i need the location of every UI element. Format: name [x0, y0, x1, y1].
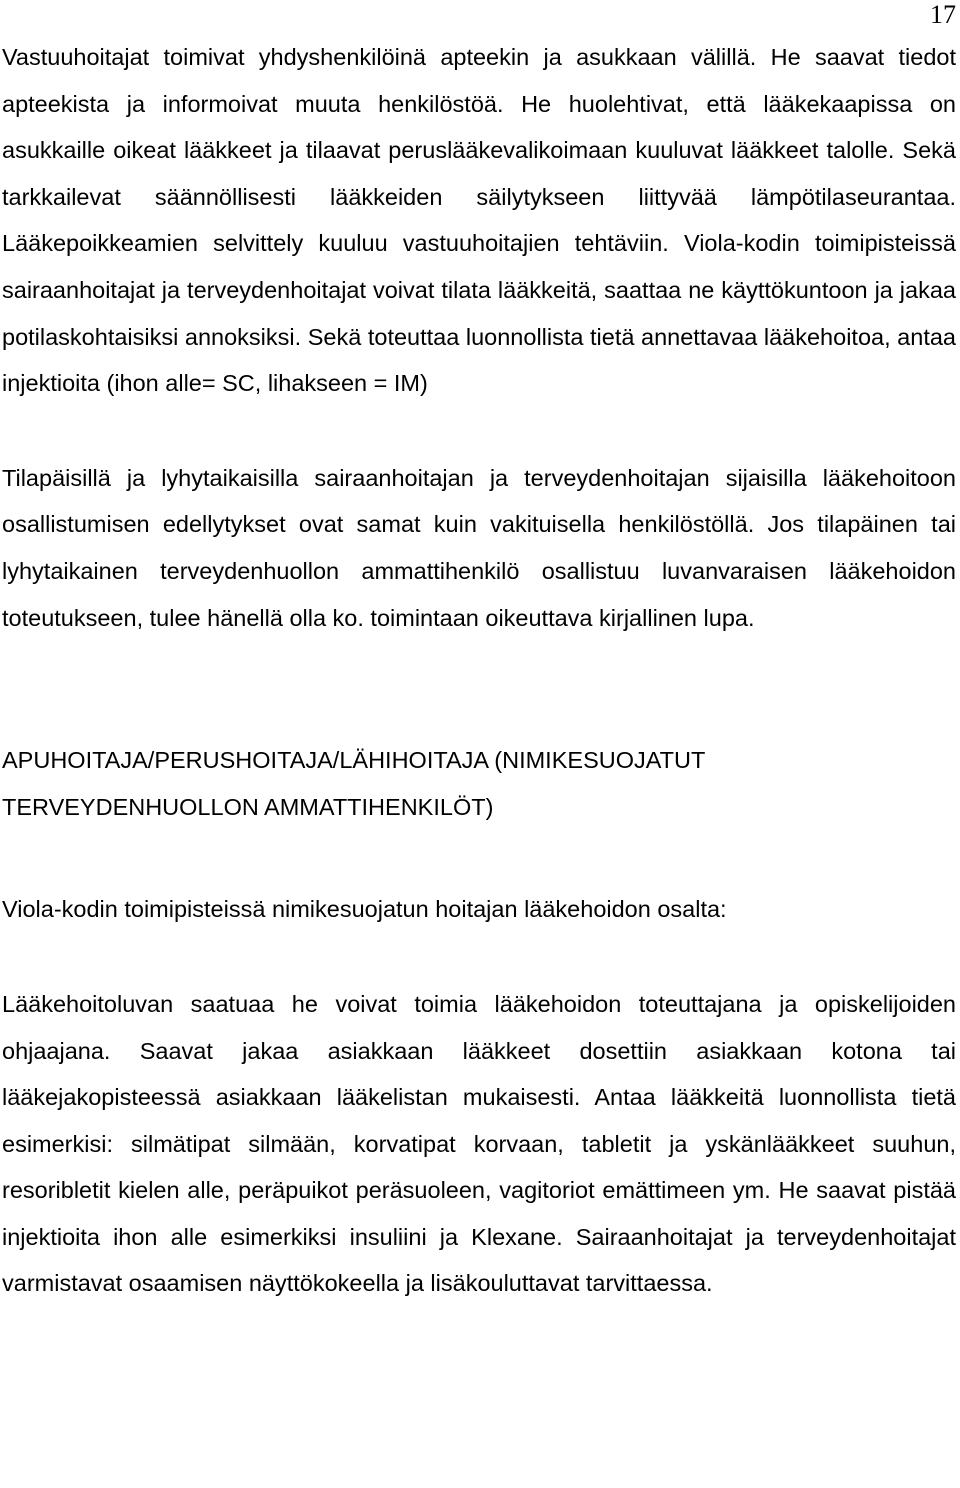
paragraph-tilapaiset-sijaiset: Tilapäisillä ja lyhytaikaisilla sairaanhoitajan ja terveydenhoitajan sijaisilla lääkehoitoon osallistumisen edellytykset ovat samat kuin vakituisella henkilöstöllä. Jos tilapäinen tai lyhytaikainen terveydenhuollon ammattihenkilö osallistuu luvanvaraisen lääkehoidon toteutukseen, tulee hänellä olla ko. toimintaan oikeuttava kirjallinen lupa. [2, 464, 956, 631]
paragraph-spacer [2, 407, 956, 455]
heading-spacer [2, 830, 956, 886]
section-intro: Viola-kodin toimipisteissä nimikesuojatun hoitajan lääkehoidon osalta: [2, 896, 727, 923]
page-number: 17 [930, 0, 956, 29]
paragraph-spacer [2, 933, 956, 981]
section-heading: APUHOITAJA/PERUSHOITAJA/LÄHIHOITAJA (NIMIKESUOJATUT TERVEYDENHUOLLON AMMATTIHENKILÖT) [2, 747, 705, 820]
document-body [2, 34, 956, 1307]
paragraph-vastuuhoitajat: Vastuuhoitajat toimivat yhdyshenkilöinä apteekin ja asukkaan välillä. He saavat tiedot apteekista ja informoivat muuta henkilöstöä. He huolehtivat, että lääkekaapissa on asukkaille oikeat lääkkeet ja tilaavat peruslääkevalikoimaan kuuluvat lääkkeet talolle. Sekä tarkkailevat säännöllisesti lääkkeiden säilytykseen liittyvää lämpötilaseurantaa. Lääkepoikkeamien selvittely kuuluu vastuuhoitajien tehtäviin. Viola-kodin toimipisteissä sairaanhoitajat ja terveydenhoitajat voivat tilata lääkkeitä, saattaa ne käyttökuntoon ja jakaa potilaskohtaisiksi annoksiksi. Sekä toteuttaa luonnollista tietä annettavaa lääkehoitoa, antaa injektioita (ihon alle= SC, lihakseen = IM) [2, 44, 956, 397]
section-spacer [2, 641, 956, 737]
paragraph-laakehoitolupa: Lääkehoitoluvan saatuaa he voivat toimia lääkehoidon toteuttajana ja opiskelijoiden ohjaajana. Saavat jakaa asiakkaan lääkkeet dosettiin asiakkaan kotona tai lääkejakopisteessä asiakkaan lääkelistan mukaisesti. Antaa lääkkeitä luonnollista tietä esimerkisi: silmätipat silmään, korvatipat korvaan, tabletit ja yskänlääkkeet suuhun, resoribletit kielen alle, peräpuikot peräsuoleen, vagitoriot emättimeen ym. He saavat pistää injektioita ihon alle esimerkiksi insuliini ja Klexane. Sairaanhoitajat ja terveydenhoitajat varmistavat osaamisen näyttökokeella ja lisäkouluttavat tarvittaessa. [2, 990, 956, 1297]
